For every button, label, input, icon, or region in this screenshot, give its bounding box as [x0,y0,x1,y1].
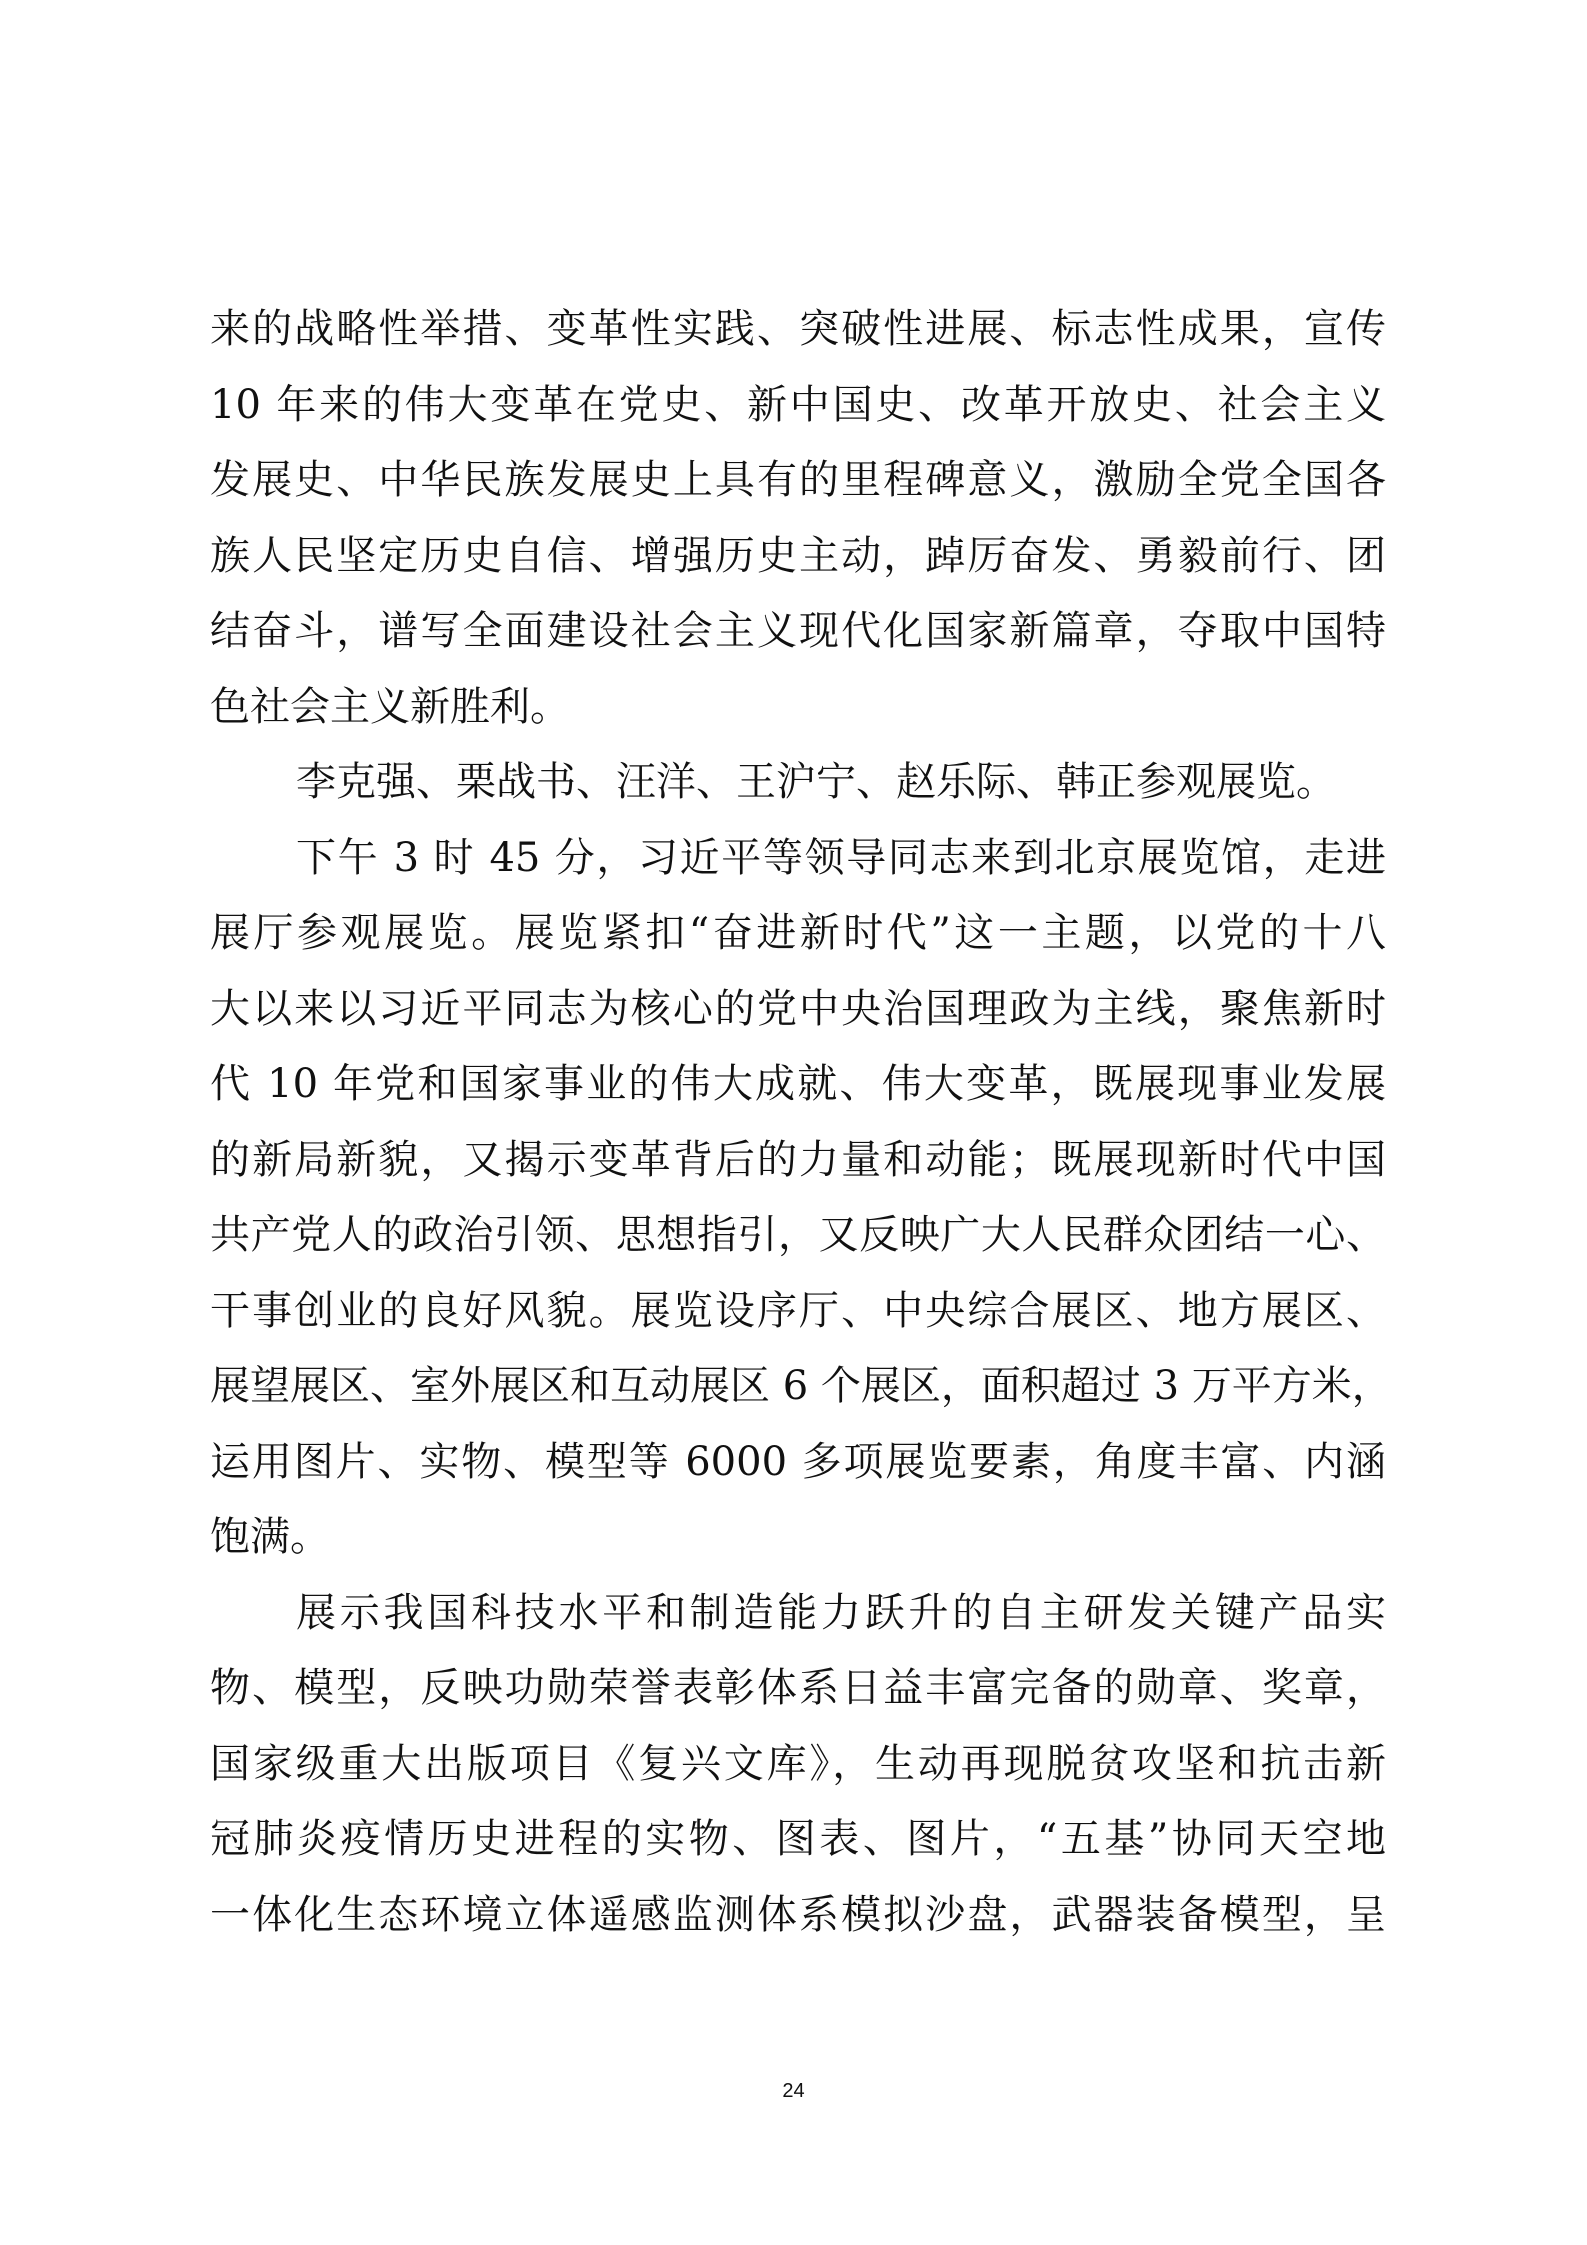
text-line: 大以来以习近平同志为核心的党中央治国理政为主线，聚焦新时 [210,985,1386,1032]
paragraph-4 [210,1576,1386,1954]
text-line: 展厅参观展览。展览紧扣“奋进新时代”这一主题，以党的十八 [210,910,1386,956]
text-line: 运用图片、实物、模型等 6000 多项展览要素，角度丰富、内涵 [210,1438,1386,1485]
text-line: 色社会主义新胜利。 [210,683,570,730]
text-line: 下午 3 时 45 分，习近平等领导同志来到北京展览馆，走进 [296,834,1386,881]
text-line: 展望展区、室外展区和互动展区 6 个展区，面积超过 3 万平方米， [210,1363,1392,1409]
text-line: 饱满。 [210,1514,330,1560]
text-line: 国家级重大出版项目《复兴文库》，生动再现脱贫攻坚和抗击新 [210,1740,1386,1787]
text-line: 一体化生态环境立体遥感监测体系模拟沙盘，武器装备模型，呈 [210,1891,1386,1938]
text-line: 10 年来的伟大变革在党史、新中国史、改革开放史、社会主义 [210,381,1386,428]
text-line: 干事创业的良好风貌。展览设序厅、中央综合展区、地方展区、 [210,1287,1386,1334]
text-line: 族人民坚定历史自信、增强历史主动，踔厉奋发、勇毅前行、团 [210,532,1386,579]
paragraph-2 [210,745,1386,821]
text-line: 冠肺炎疫情历史进程的实物、图表、图片，“五基”协同天空地 [210,1816,1386,1862]
paragraph-3 [210,821,1392,1576]
body-text [210,292,1392,1953]
text-line: 李克强、栗战书、汪洋、王沪宁、赵乐际、韩正参观展览。 [296,759,1336,805]
page-number: 24 [782,2080,805,2102]
text-line: 物、模型，反映功勋荣誉表彰体系日益丰富完备的勋章、奖章， [210,1665,1386,1711]
text-line: 的新局新貌，又揭示变革背后的力量和动能；既展现新时代中国 [210,1136,1386,1183]
paragraph-1 [210,292,1386,745]
text-line: 代 10 年党和国家事业的伟大成就、伟大变革，既展现事业发展 [210,1061,1386,1107]
text-line: 来的战略性举措、变革性实践、突破性进展、标志性成果，宣传 [210,306,1386,352]
text-line: 共产党人的政治引领、思想指引，又反映广大人民群众团结一心、 [210,1212,1386,1258]
text-line: 展示我国科技水平和制造能力跃升的自主研发关键产品实 [296,1589,1386,1636]
text-line: 发展史、中华民族发展史上具有的里程碑意义，激励全党全国各 [210,457,1386,503]
text-line: 结奋斗，谱写全面建设社会主义现代化国家新篇章，夺取中国特 [210,608,1386,654]
